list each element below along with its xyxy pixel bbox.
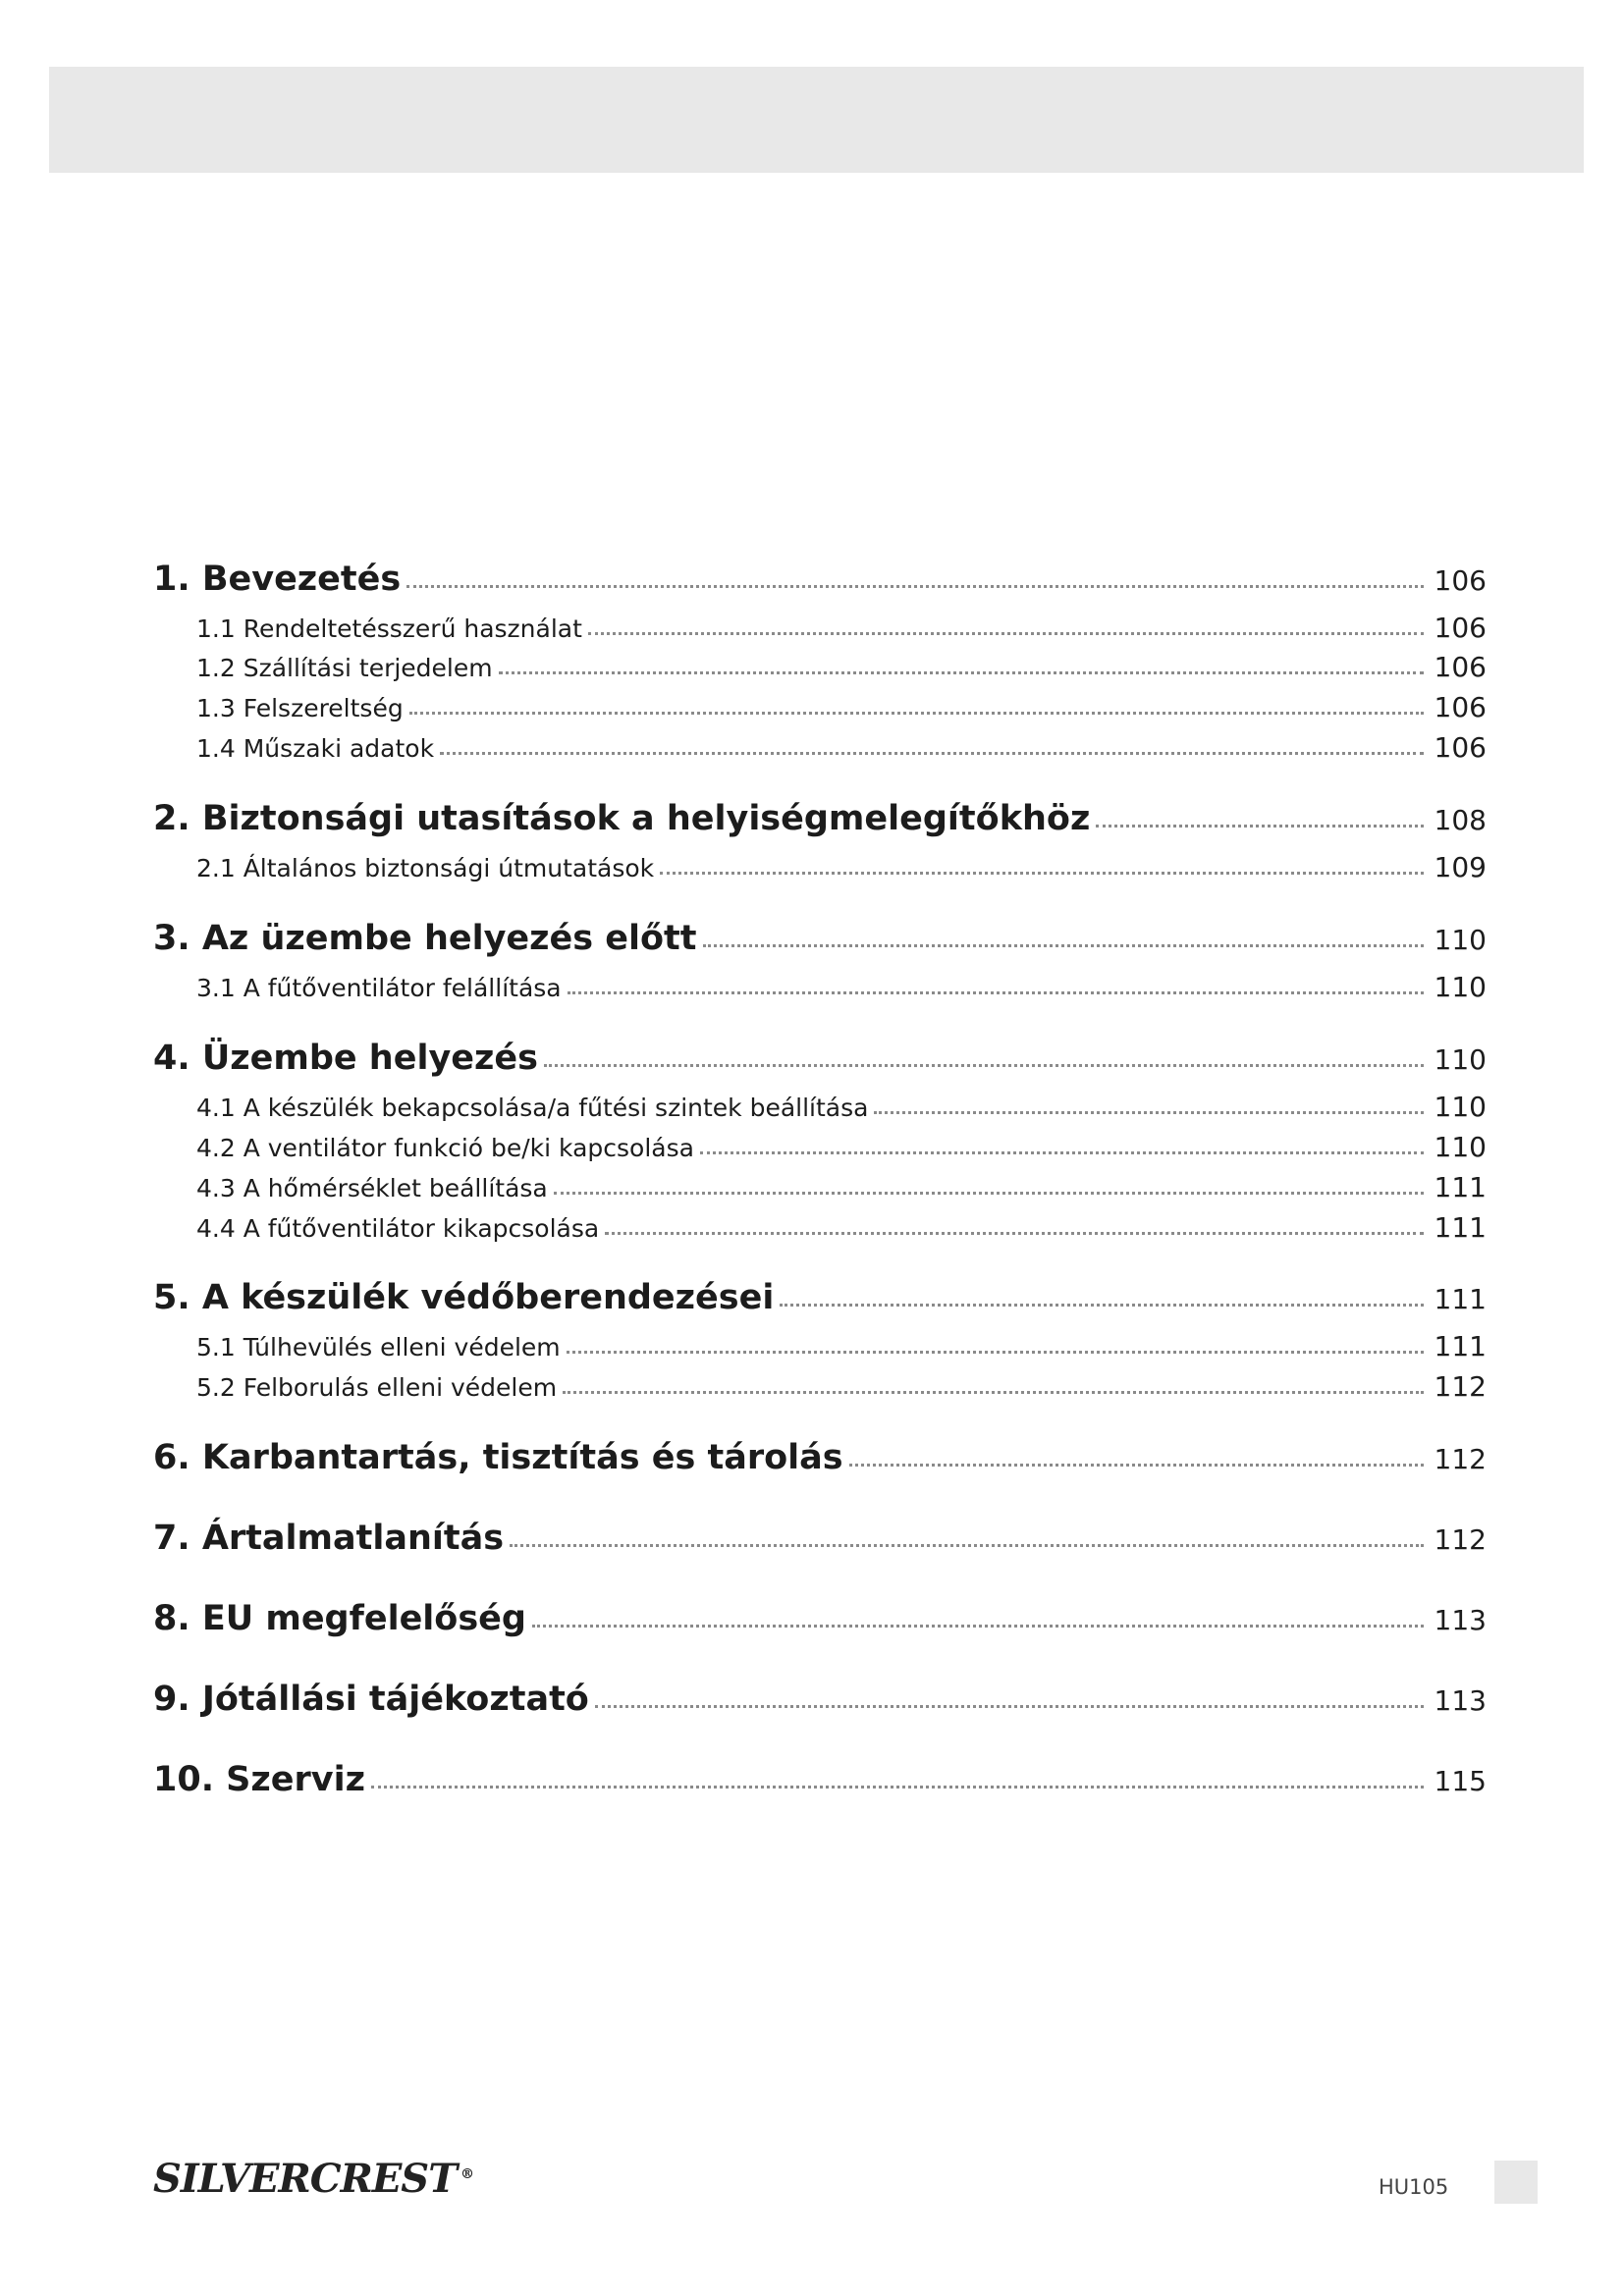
dot-leader (605, 1232, 1424, 1235)
page-corner-marker (1494, 2161, 1538, 2204)
toc-entry[interactable] (153, 1519, 1487, 1558)
dot-leader (510, 1544, 1424, 1547)
toc-entry[interactable] (153, 651, 1487, 683)
toc-entry-label: 10. Szerviz (153, 1760, 365, 1799)
page-number: HU105 (1379, 2175, 1449, 2199)
toc-entry-label: 5. A készülék védőberendezései (153, 1278, 775, 1317)
dot-leader (700, 1151, 1424, 1154)
toc-entry-label: 2. Biztonsági utasítások a helyiségmelegítőkhöz (153, 799, 1091, 838)
dot-leader (568, 991, 1424, 994)
toc-entry[interactable] (153, 1131, 1487, 1163)
toc-entry-page: 106 (1434, 564, 1487, 597)
toc-entry[interactable] (153, 919, 1487, 958)
toc-entry-label: 9. Jótállási tájékoztató (153, 1680, 589, 1719)
toc-entry-page: 110 (1434, 1043, 1487, 1076)
toc-entry-page: 109 (1434, 851, 1487, 883)
dot-leader (660, 872, 1424, 875)
toc-entry[interactable] (153, 1680, 1487, 1719)
dot-leader (499, 671, 1424, 674)
toc-entry[interactable] (153, 731, 1487, 764)
toc-entry-page: 113 (1434, 1684, 1487, 1717)
toc-entry-page: 111 (1434, 1330, 1487, 1362)
dot-leader (440, 752, 1424, 755)
toc-entry-label: 4.1 A készülék bekapcsolása/a fűtési szintek beállítása (196, 1094, 869, 1122)
toc-entry[interactable] (153, 799, 1487, 838)
brand-logo-text: SILVERCREST (153, 2156, 457, 2202)
toc-entry[interactable] (153, 1599, 1487, 1638)
toc-entry-page: 112 (1434, 1443, 1487, 1475)
dot-leader (371, 1786, 1424, 1789)
toc-entry-label: 1.1 Rendeltetésszerű használat (196, 614, 582, 643)
toc-entry-page: 106 (1434, 731, 1487, 764)
toc-entry-label: 1.3 Felszereltség (196, 694, 404, 722)
toc-entry[interactable] (153, 560, 1487, 599)
dot-leader (563, 1391, 1424, 1394)
toc-entry[interactable] (153, 1370, 1487, 1403)
toc-entry-label: 5.2 Felborulás elleni védelem (196, 1373, 558, 1402)
toc-entry-page: 110 (1434, 924, 1487, 956)
toc-entry-label: 1.4 Műszaki adatok (196, 734, 435, 763)
toc-entry-label: 2.1 Általános biztonsági útmutatások (196, 854, 655, 882)
toc-entry-label: 6. Karbantartás, tisztítás és tárolás (153, 1438, 843, 1477)
toc-entry-page: 106 (1434, 612, 1487, 644)
toc-entry-label: 8. EU megfelelőség (153, 1599, 526, 1638)
toc-entry-page: 112 (1434, 1370, 1487, 1403)
dot-leader (588, 632, 1424, 635)
toc-entry-page: 112 (1434, 1523, 1487, 1556)
toc-entry-page: 106 (1434, 651, 1487, 683)
toc-entry-page: 106 (1434, 691, 1487, 723)
dot-leader (532, 1625, 1424, 1628)
dot-leader (544, 1064, 1424, 1067)
dot-leader (595, 1705, 1424, 1708)
dot-leader (874, 1111, 1424, 1114)
toc-entry-label: 5.1 Túlhevülés elleni védelem (196, 1333, 561, 1362)
toc-entry-label: 1. Bevezetés (153, 560, 402, 599)
toc-entry-page: 110 (1434, 1091, 1487, 1123)
toc-entry[interactable] (153, 971, 1487, 1003)
toc-entry[interactable] (153, 1171, 1487, 1203)
toc-entry-label: 4.4 A fűtőventilátor kikapcsolása (196, 1214, 600, 1243)
brand-logo (153, 2156, 473, 2202)
registered-mark: ® (460, 2165, 473, 2182)
toc-entry-page: 111 (1434, 1171, 1487, 1203)
toc-entry-page: 110 (1434, 1131, 1487, 1163)
toc-entry-label: 3.1 A fűtőventilátor felállítása (196, 974, 562, 1002)
dot-leader (780, 1304, 1424, 1307)
toc-entry[interactable] (153, 1760, 1487, 1799)
dot-leader (406, 585, 1424, 588)
toc-entry[interactable] (153, 1039, 1487, 1078)
toc-entry-label: 4.2 A ventilátor funkció be/ki kapcsolása (196, 1134, 694, 1162)
toc-entry-label: 3. Az üzembe helyezés előtt (153, 919, 697, 958)
dot-leader (1096, 825, 1424, 828)
toc-entry[interactable] (153, 851, 1487, 883)
toc-entry[interactable] (153, 1091, 1487, 1123)
dot-leader (703, 944, 1424, 947)
toc-entry-page: 111 (1434, 1283, 1487, 1315)
toc-entry[interactable] (153, 691, 1487, 723)
toc-entry-label: 4. Üzembe helyezés (153, 1039, 538, 1078)
toc-entry[interactable] (153, 612, 1487, 644)
toc-entry[interactable] (153, 1438, 1487, 1477)
dot-leader (554, 1192, 1424, 1195)
toc-entry-page: 108 (1434, 804, 1487, 836)
toc-entry-label: 1.2 Szállítási terjedelem (196, 654, 493, 682)
toc-entry[interactable] (153, 1330, 1487, 1362)
toc-entry-page: 110 (1434, 971, 1487, 1003)
toc-entry-page: 111 (1434, 1211, 1487, 1244)
dot-leader (567, 1351, 1424, 1354)
toc-entry[interactable] (153, 1278, 1487, 1317)
toc-entry-page: 113 (1434, 1604, 1487, 1636)
dot-leader (849, 1464, 1424, 1467)
toc-entry[interactable] (153, 1211, 1487, 1244)
toc-entry-page: 115 (1434, 1765, 1487, 1797)
dot-leader (409, 712, 1424, 715)
toc-entry-label: 4.3 A hőmérséklet beállítása (196, 1174, 548, 1202)
toc-entry-label: 7. Ártalmatlanítás (153, 1519, 505, 1558)
